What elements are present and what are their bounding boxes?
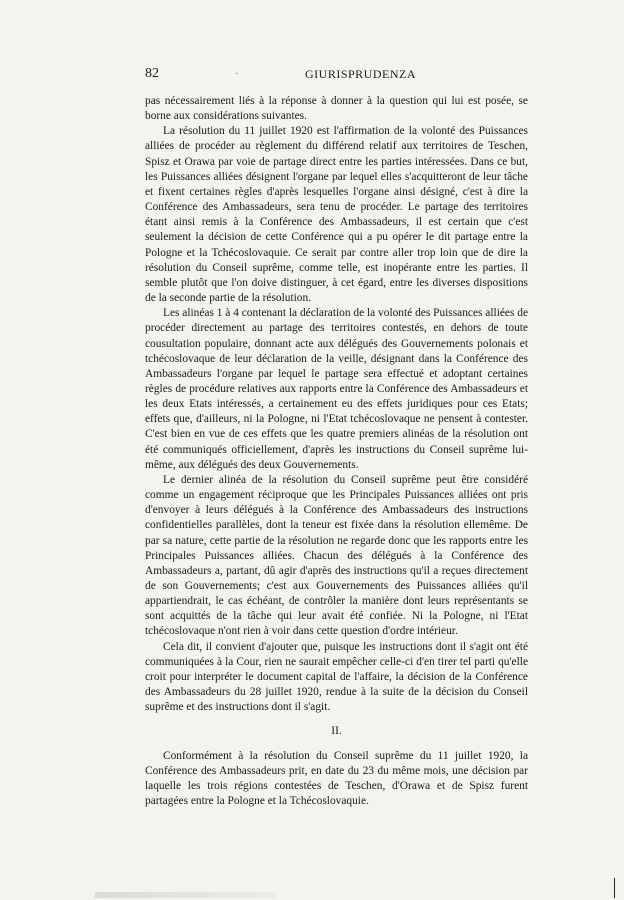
paragraph: Cela dit, il convient d'ajouter que, puisque les instructions dont il s'agit ont été communiquées à la Cour, rien ne saurait empêcher celle-ci d'en tirer tel parti qu'elle croit pour interpréter le document capital de l'affaire, la décision de la Conférence des Ambassadeurs du 28 juillet 1920, rendue à la suite de la décision du Conseil suprême et des instructions dont il s'agit. xyxy=(145,640,528,714)
print-speck: · xyxy=(235,69,239,80)
paragraph: Les alinéas 1 à 4 contenant la déclaration de la volonté des Puissances alliées de procéder directement au partage des territoires contestés, en dehors de toute cousultation populaire, donnant acte aux délégués des Gouvernements polonais et tchécoslovaque de leur déclaration de la veille, désignant dans la Conférence des Ambassadeurs l'organe par lequel le partage sera effectué et adoptant certaines règles de procédure relatives aux rapports entre la Conférence des Ambassadeurs et les deux Etats intéressés, a certainement eu des effets juridiques pour ces Etats; effets que, d'ailleurs, ni la Pologne, ni l'Etat tchécoslovaque ne pensent à contester. C'est bien en vue de ces effets que les quatre premiers alinéas de la résolution ont été communiqués officiellement, d'après les instructions du Conseil suprême lui-même, aux délégués des deux Gouvernements. xyxy=(145,307,529,471)
page-header xyxy=(145,66,524,86)
paragraph-continuation: pas nécessairement liés à la réponse à donner à la question qui lui est posée, se borne aux considérations suivantes. xyxy=(145,95,528,123)
body-text xyxy=(145,94,528,809)
paragraph: Le dernier alinéa de la résolution du Conseil suprême peut être considéré comme un engagement réciproque que les Principales Puissances alliées ont pris d'envoyer à leurs délégués à la Conférence des Ambassadeurs des instructions confidentielles parallèles, dont la teneur est fixée dans la résolution ellemême. De par sa nature, cette partie de la résolution ne regarde donc que les rapports entre les Principales Puissances alliées. Chacun des délégués à la Conférence des Ambassadeurs a, partant, dû agir d'après des instructions qu'il a reçues directement de son Gouvernements; c'est aux Gouvernements des Puissances alliées qu'il appartiendrait, le cas échéant, de contrôler la manière dont leurs représentants se sont acquittés de la tâche qui leur avait été confiée. Ni la Pologne, ni l'Etat tchécoslovaque n'ont rien à voir dans cette question d'ordre intérieur. xyxy=(145,473,528,638)
paragraph: La résolution du 11 juillet 1920 est l'affirmation de la volonté des Puissances alliées de procéder au règlement du différend relatif aux territoires de Teschen, Spisz et Orawa par voie de partage direct entre les parties intéressées. Dans ce but, les Puissances alliées désignent l'organe par lequel elles s'acquitteront de leur tâche et fixent certaines règles d'après lesquelles l'organe ainsi désigné, c'est à dire la Conférence des Ambassadeurs, sera tenu de procéder. Le partage des territoires étant ainsi remis à la Conférence des Ambassadeurs, il est certain que c'est seulement la décision de cette Conférence qui a pu opérer le dit partage entre la Pologne et la Tchécoslovaquie. Ce serait par contre aller trop loin que de dire la résolution du Conseil suprême, comme telle, est inopérante entre les parties. Il semble plutôt que l'on doive distinguer, à cet égard, entre les diverses dispositions de la seconde partie de la résolution. xyxy=(145,125,528,305)
scan-bottom-shadow xyxy=(95,892,275,898)
paragraph: Conformément à la résolution du Conseil suprême du 11 juillet 1920, la Conférence des Ambassadeurs prit, en date du 23 du même mois, une décision par laquelle les trois régions contestées de Teschen, d'Orawa et de Spisz furent partagées entre la Pologne et la Tchécoslovaquie. xyxy=(145,749,528,808)
page-number: 82 xyxy=(145,66,159,81)
section-number: II. xyxy=(331,725,342,738)
scan-edge-mark xyxy=(614,878,615,898)
running-title: GIURISPRUDENZA xyxy=(305,67,417,81)
